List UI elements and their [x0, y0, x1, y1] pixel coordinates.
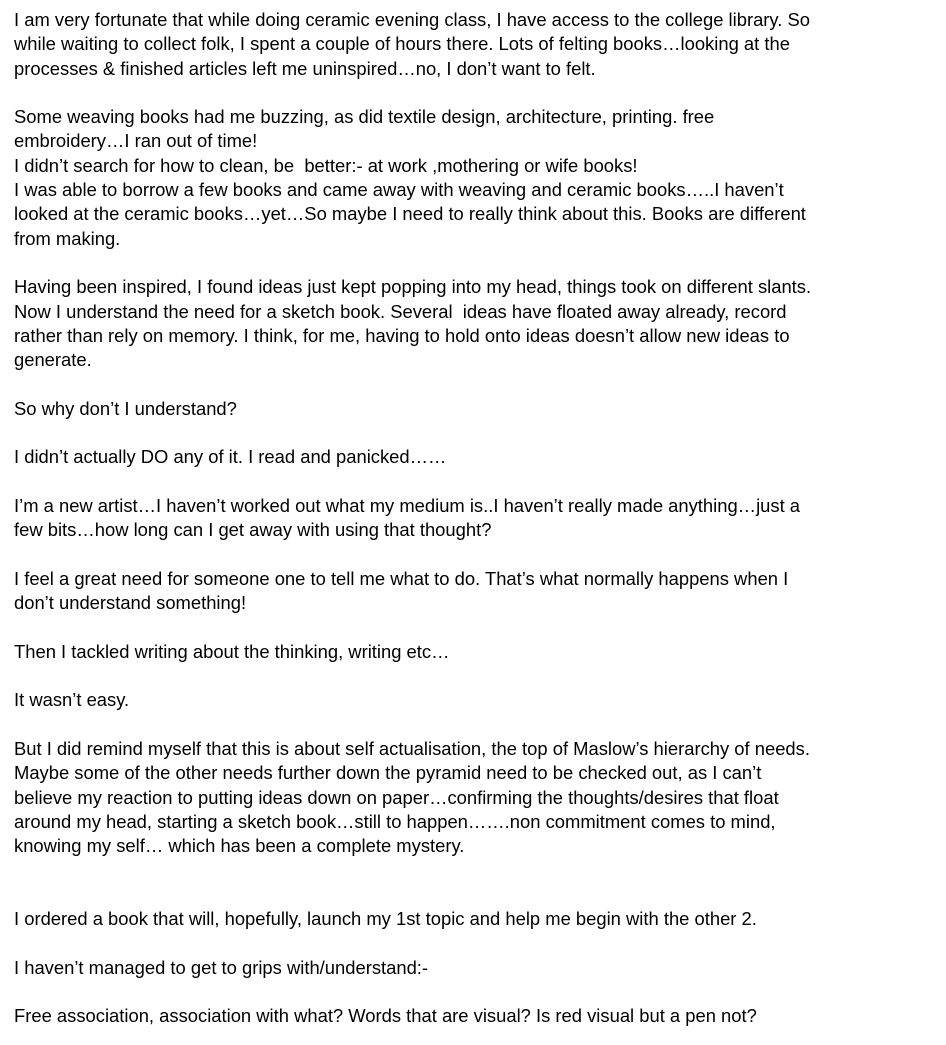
paragraph-gap — [14, 372, 939, 396]
text-line: from making. — [14, 227, 121, 249]
paragraph-great-need — [14, 567, 939, 616]
paragraph-grips — [14, 956, 939, 980]
paragraph-gap — [14, 251, 939, 275]
text-line: Now I understand the need for a sketch book. Several ideas have floated away already, record — [14, 300, 787, 322]
text-line: Some weaving books had me buzzing, as did textile design, architecture, printing. free — [14, 106, 715, 128]
text-line: I haven’t managed to get to grips with/understand:- — [14, 956, 429, 978]
paragraph-inspired — [14, 275, 939, 372]
paragraph-gap — [14, 713, 939, 737]
text-line: Then I tackled writing about the thinking, writing etc… — [14, 640, 450, 662]
text-line: while waiting to collect folk, I spent a couple of hours there. Lots of felting books…looking at the — [14, 33, 790, 55]
text-line: So why don’t I understand? — [14, 397, 237, 419]
paragraph-not-easy — [14, 688, 939, 712]
text-line: I ordered a book that will, hopefully, launch my 1st topic and help me begin with the other 2. — [14, 907, 757, 929]
paragraph-gap — [14, 81, 939, 105]
text-line: Free association, association with what? Words that are visual? Is red visual but a pen not? — [14, 1005, 757, 1027]
paragraph-gap — [14, 615, 939, 639]
paragraph-panicked — [14, 445, 939, 469]
text-line: few bits…how long can I get away with using that thought? — [14, 519, 492, 541]
text-line: I was able to borrow a few books and came away with weaving and ceramic books…..I haven’t — [14, 179, 784, 201]
paragraph-maslow — [14, 737, 939, 858]
paragraph-gap — [14, 980, 939, 1004]
text-line: embroidery…I ran out of time! — [14, 130, 258, 152]
text-line: rather than rely on memory. I think, for me, having to hold onto ideas doesn’t allow new ideas to — [14, 324, 790, 346]
text-line: looked at the ceramic books…yet…So maybe I need to really think about this. Books are different — [14, 203, 806, 225]
document-body — [14, 8, 939, 1028]
paragraph-ordered-book — [14, 907, 939, 931]
paragraph-tackled-writing — [14, 640, 939, 664]
paragraph-gap — [14, 664, 939, 688]
paragraph-gap — [14, 470, 939, 494]
paragraph-free-association — [14, 1004, 939, 1028]
paragraph-gap — [14, 883, 939, 907]
text-line: I am very fortunate that while doing ceramic evening class, I have access to the college library. So — [14, 9, 810, 30]
text-line: Maybe some of the other needs further down the pyramid need to be checked out, as I can’t — [14, 762, 762, 784]
text-line: around my head, starting a sketch book…still to happen…….non commitment comes to mind, — [14, 810, 776, 832]
text-line: generate. — [14, 349, 92, 371]
paragraph-weaving-books — [14, 105, 939, 251]
text-line: But I did remind myself that this is about self actualisation, the top of Maslow’s hierarchy of needs. — [14, 737, 810, 759]
paragraph-gap — [14, 543, 939, 567]
paragraph-why — [14, 397, 939, 421]
paragraph-gap — [14, 931, 939, 955]
text-line: Having been inspired, I found ideas just kept popping into my head, things took on different slants. — [14, 276, 812, 298]
paragraph-library — [14, 8, 939, 81]
text-line: don’t understand something! — [14, 592, 247, 614]
text-line: It wasn’t easy. — [14, 689, 130, 711]
paragraph-gap — [14, 858, 939, 882]
text-line: knowing my self… which has been a complete mystery. — [14, 835, 465, 857]
text-line: processes & finished articles left me uninspired…no, I don’t want to felt. — [14, 57, 596, 79]
text-line: I feel a great need for someone one to tell me what to do. That’s what normally happens when I — [14, 567, 789, 589]
text-line: I didn’t actually DO any of it. I read and panicked…… — [14, 446, 447, 468]
paragraph-gap — [14, 421, 939, 445]
text-line: I didn’t search for how to clean, be better:- at work ,mothering or wife books! — [14, 154, 638, 176]
text-line: I’m a new artist…I haven’t worked out what my medium is..I haven’t really made anything…just a — [14, 494, 801, 516]
paragraph-new-artist — [14, 494, 939, 543]
text-line: believe my reaction to putting ideas down on paper…confirming the thoughts/desires that float — [14, 786, 779, 808]
